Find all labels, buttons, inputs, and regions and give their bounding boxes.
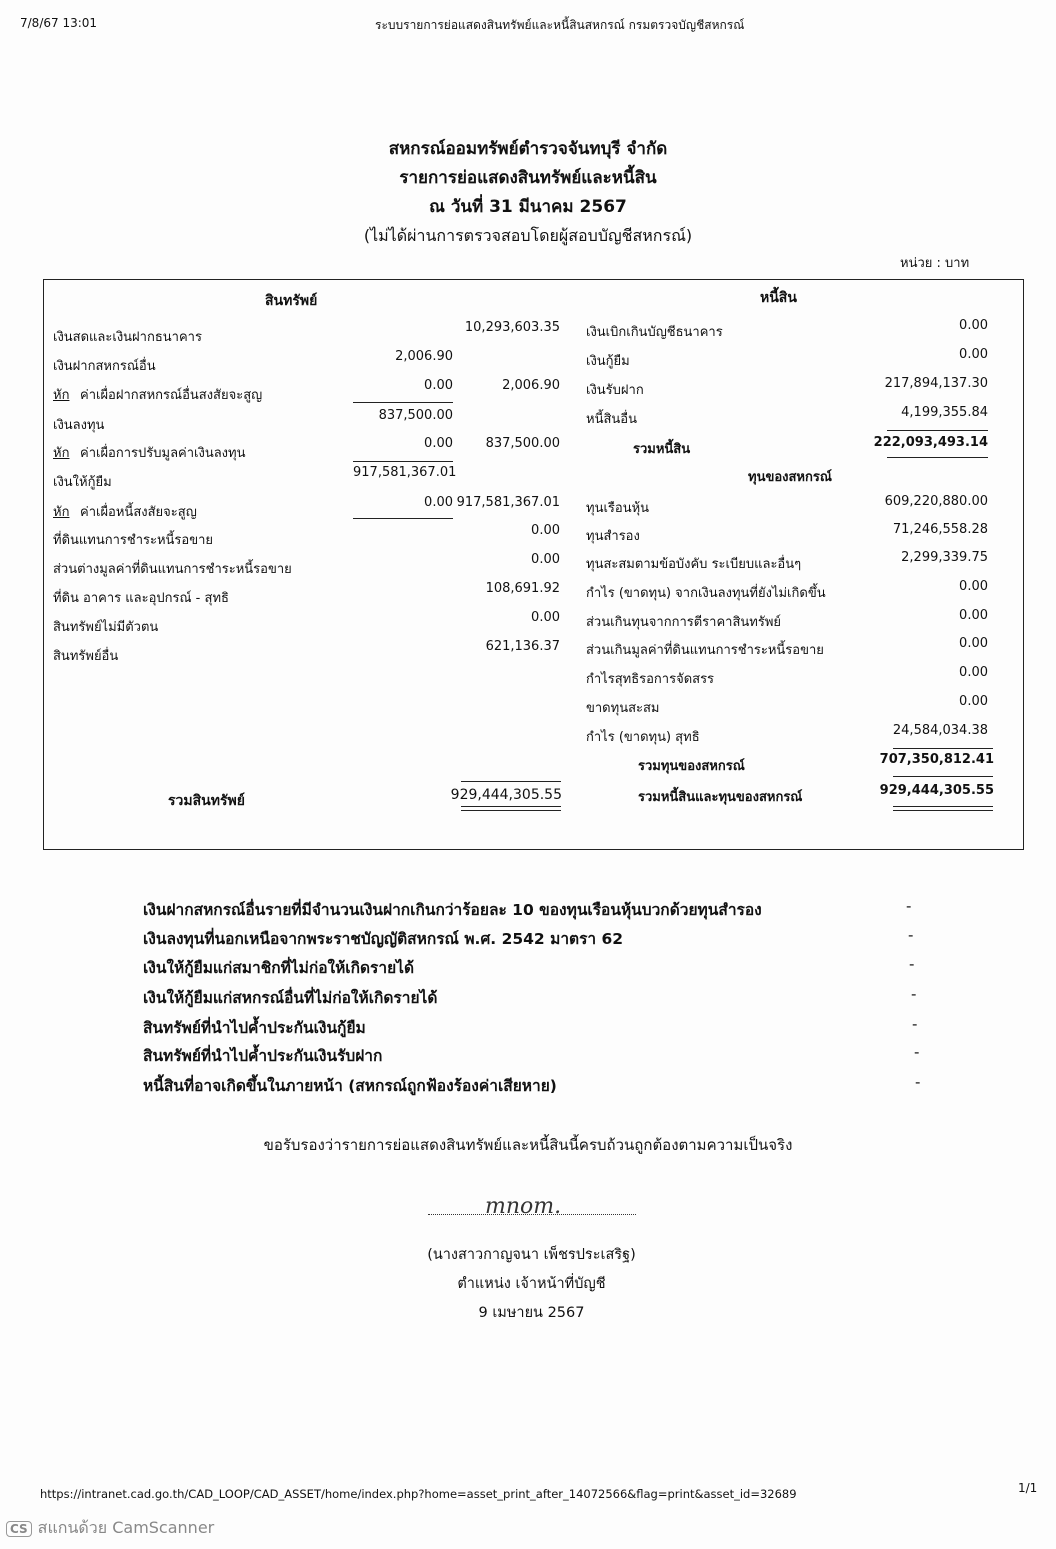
subtotal-rule <box>353 518 453 519</box>
note-text: หนี้สินที่อาจเกิดขึ้นในภายหน้า (สหกรณ์ถูกฟ้องร้องค่าเสียหาย) <box>143 1077 557 1095</box>
liabilities-header: หนี้สิน <box>760 290 797 306</box>
liability-label: เงินกู้ยืม <box>586 354 630 369</box>
asset-label: เงินฝากสหกรณ์อื่น <box>53 359 156 374</box>
asset-subamount: 917,581,367.01 <box>353 465 457 480</box>
asset-subamount: 0.00 <box>424 436 453 451</box>
note-text: สินทรัพย์ที่นำไปค้ำประกันเงินรับฝาก <box>143 1047 383 1065</box>
print-url: https://intranet.cad.go.th/CAD_LOOP/CAD_ASSET/home/index.php?home=asset_print_after_14072566&flag=print&asset_id=32689 <box>40 1487 797 1501</box>
asset-subamount: 0.00 <box>424 378 453 393</box>
asset-label: ที่ดิน อาคาร และอุปกรณ์ - สุทธิ <box>53 591 229 606</box>
asset-amount: 10,293,603.35 <box>464 320 560 335</box>
note-text: เงินให้กู้ยืมแก่สมาชิกที่ไม่ก่อให้เกิดรายได้ <box>143 959 415 977</box>
equity-amount: 0.00 <box>959 665 988 680</box>
signatory-date: 9 เมษายน 2567 <box>478 1305 585 1321</box>
camscanner-logo-icon: CS <box>6 1521 32 1537</box>
report-date: ณ วันที่ 31 มีนาคม 2567 <box>429 197 627 217</box>
camscanner-label: สแกนด้วย CamScanner <box>37 1518 215 1537</box>
report-title: รายการย่อแสดงสินทรัพย์และหนี้สิน <box>399 168 657 188</box>
total-equity-label: รวมทุนของสหกรณ์ <box>638 759 745 774</box>
total-liabilities-label: รวมหนี้สิน <box>633 442 691 457</box>
asset-prefix: หัก <box>53 505 70 520</box>
note-text: เงินลงทุนที่นอกเหนือจากพระราชบัญญัติสหกรณ์ พ.ศ. 2542 มาตรา 62 <box>143 930 624 948</box>
liability-amount: 217,894,137.30 <box>884 376 988 391</box>
equity-amount: 0.00 <box>959 694 988 709</box>
note-text: เงินให้กู้ยืมแก่สหกรณ์อื่นที่ไม่ก่อให้เกิดรายได้ <box>143 989 438 1007</box>
equity-label: ทุนสำรอง <box>586 529 640 544</box>
signature: mnom. <box>485 1194 562 1219</box>
equity-header: ทุนของสหกรณ์ <box>748 470 832 485</box>
print-page-number: 1/1 <box>1018 1481 1038 1495</box>
equity-amount: 2,299,339.75 <box>901 550 988 565</box>
note-text: สินทรัพย์ที่นำไปค้ำประกันเงินกู้ยืม <box>143 1019 366 1037</box>
asset-subamount: 837,500.00 <box>378 408 453 423</box>
print-datetime: 7/8/67 13:01 <box>20 16 98 30</box>
liability-amount: 0.00 <box>959 318 988 333</box>
note-value: - <box>909 955 915 973</box>
equity-amount: 0.00 <box>959 579 988 594</box>
asset-label: เงินลงทุน <box>53 418 105 433</box>
grand-total-label: รวมหนี้สินและทุนของสหกรณ์ <box>638 790 803 805</box>
signatory-position: ตำแหน่ง เจ้าหน้าที่บัญชี <box>457 1276 606 1292</box>
grand-total-double-rule <box>893 806 993 811</box>
subtotal-rule <box>353 461 453 462</box>
asset-prefix: หัก <box>53 388 70 403</box>
liability-label: เงินเบิกเกินบัญชีธนาคาร <box>586 325 723 340</box>
asset-amount: 621,136.37 <box>485 639 560 654</box>
note-value: - <box>911 985 917 1003</box>
note-value: - <box>915 1073 921 1091</box>
total-equity-value: 707,350,812.41 <box>879 752 994 767</box>
print-page-title: ระบบรายการย่อแสดงสินทรัพย์และหนี้สินสหกรณ์ กรมตรวจบัญชีสหกรณ์ <box>375 18 745 32</box>
asset-amount: 0.00 <box>531 610 560 625</box>
asset-amount: 0.00 <box>531 552 560 567</box>
liability-amount: 0.00 <box>959 347 988 362</box>
total-assets-value: 929,444,305.55 <box>450 787 562 803</box>
equity-label: ทุนสะสมตามข้อบังคับ ระเบียบและอื่นๆ <box>586 557 802 572</box>
equity-amount: 0.00 <box>959 636 988 651</box>
asset-subamount: 0.00 <box>424 495 453 510</box>
equity-label: กำไรสุทธิรอการจัดสรร <box>586 672 715 687</box>
asset-label: สินทรัพย์ไม่มีตัวตน <box>53 620 159 635</box>
subtotal-rule <box>893 748 993 749</box>
total-rule <box>893 776 993 777</box>
asset-subamount: 2,006.90 <box>395 349 453 364</box>
liability-label: เงินรับฝาก <box>586 383 644 398</box>
total-assets-label: รวมสินทรัพย์ <box>168 793 245 809</box>
asset-prefix: หัก <box>53 446 70 461</box>
note-value: - <box>914 1043 920 1061</box>
signature-line <box>428 1214 636 1215</box>
equity-label: ส่วนเกินมูลค่าที่ดินแทนการชำระหนี้รอขาย <box>586 643 824 658</box>
asset-amount: 837,500.00 <box>485 436 560 451</box>
equity-label: ขาดทุนสะสม <box>586 701 660 716</box>
equity-label: กำไร (ขาดทุน) จากเงินลงทุนที่ยังไม่เกิดขึ้น <box>586 586 826 601</box>
asset-label: สินทรัพย์อื่น <box>53 649 119 664</box>
audit-note: (ไม่ได้ผ่านการตรวจสอบโดยผู้สอบบัญชีสหกรณ์) <box>363 226 693 245</box>
note-text: เงินฝากสหกรณ์อื่นรายที่มีจำนวนเงินฝากเกินกว่าร้อยละ 10 ของทุนเรือนหุ้นบวกด้วยทุนสำรอง <box>143 901 762 919</box>
asset-amount: 0.00 <box>531 523 560 538</box>
asset-label: ค่าเผื่อการปรับมูลค่าเงินลงทุน <box>80 446 246 461</box>
subtotal-rule <box>353 402 453 403</box>
asset-label: ส่วนต่างมูลค่าที่ดินแทนการชำระหนี้รอขาย <box>53 562 292 577</box>
note-value: - <box>908 926 914 944</box>
equity-amount: 0.00 <box>959 608 988 623</box>
equity-label: ทุนเรือนหุ้น <box>586 501 650 516</box>
org-name: สหกรณ์ออมทรัพย์ตำรวจจันทบุรี จำกัด <box>388 139 668 159</box>
asset-amount: 108,691.92 <box>485 581 560 596</box>
note-value: - <box>906 897 912 915</box>
certification-text: ขอรับรองว่ารายการย่อแสดงสินทรัพย์และหนี้สินนี้ครบถ้วนถูกต้องตามความเป็นจริง <box>263 1136 793 1154</box>
asset-label: เงินให้กู้ยืม <box>53 475 112 490</box>
unit-label: หน่วย : บาท <box>900 256 970 271</box>
assets-header: สินทรัพย์ <box>265 293 318 309</box>
equity-amount: 24,584,034.38 <box>892 723 988 738</box>
camscanner-watermark <box>6 1516 214 1541</box>
total-double-rule <box>461 806 561 811</box>
equity-amount: 609,220,880.00 <box>884 494 988 509</box>
total-rule <box>887 457 988 458</box>
asset-label: ค่าเผื่อหนี้สงสัยจะสูญ <box>80 505 197 520</box>
asset-label: เงินสดและเงินฝากธนาคาร <box>53 330 202 345</box>
equity-label: กำไร (ขาดทุน) สุทธิ <box>586 730 700 745</box>
note-value: - <box>912 1015 918 1033</box>
asset-amount: 917,581,367.01 <box>456 495 560 510</box>
asset-label: ค่าเผื่อฝากสหกรณ์อื่นสงสัยจะสูญ <box>80 388 263 403</box>
total-liabilities-value: 222,093,493.14 <box>873 435 988 450</box>
asset-amount: 2,006.90 <box>502 378 560 393</box>
equity-amount: 71,246,558.28 <box>892 522 988 537</box>
signatory-name: (นางสาวกาญจนา เพ็ชรประเสริฐ) <box>427 1247 636 1263</box>
liability-amount: 4,199,355.84 <box>901 405 988 420</box>
liability-label: หนี้สินอื่น <box>586 412 637 427</box>
subtotal-rule <box>887 430 988 431</box>
total-rule <box>461 781 561 782</box>
grand-total-value: 929,444,305.55 <box>879 783 994 798</box>
equity-label: ส่วนเกินทุนจากการตีราคาสินทรัพย์ <box>586 615 781 630</box>
asset-label: ที่ดินแทนการชำระหนี้รอขาย <box>53 533 214 548</box>
